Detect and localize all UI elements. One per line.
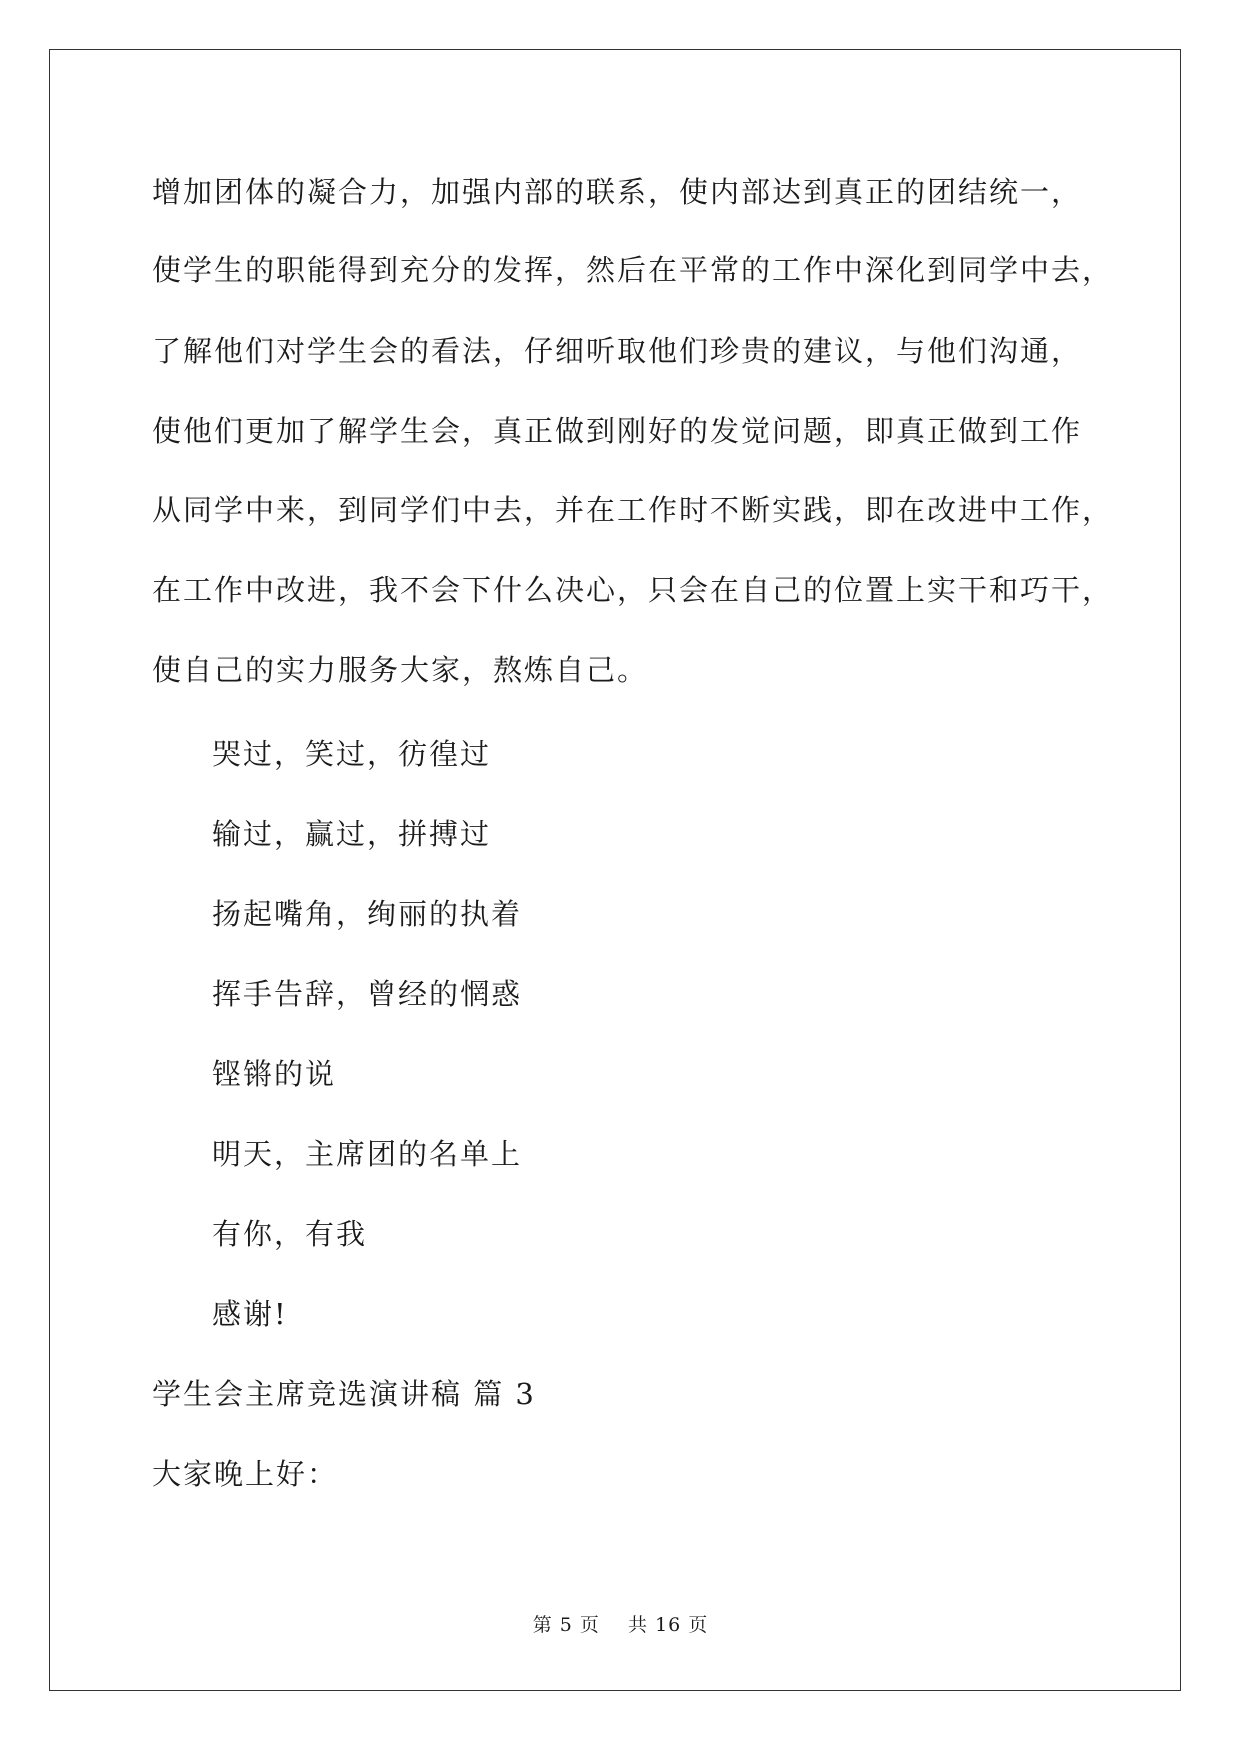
page-total: 共 16 页 xyxy=(628,1614,709,1636)
paragraph-line: 增加团体的凝合力，加强内部的联系，使内部达到真正的团结统一， xyxy=(152,175,1083,209)
poem-line: 哭过，笑过，彷徨过 xyxy=(212,737,492,771)
poem-line: 扬起嘴角，绚丽的执着 xyxy=(212,897,523,931)
greeting: 大家晚上好： xyxy=(152,1457,339,1491)
page-frame xyxy=(49,49,1181,1691)
page-number: 第 5 页 xyxy=(532,1614,600,1636)
paragraph-line: 了解他们对学生会的看法，仔细听取他们珍贵的建议，与他们沟通， xyxy=(152,334,1083,368)
poem-line: 输过，赢过，拼搏过 xyxy=(212,817,492,851)
paragraph-line: 从同学中来，到同学们中去，并在工作时不断实践，即在改进中工作， xyxy=(152,493,1114,527)
poem-line: 铿锵的说 xyxy=(212,1057,337,1091)
section-title: 学生会主席竞选演讲稿 篇 3 xyxy=(152,1377,536,1411)
page-footer xyxy=(0,1612,1241,1638)
paragraph-line: 使自己的实力服务大家，熬炼自己。 xyxy=(152,653,649,687)
poem-line: 有你，有我 xyxy=(212,1217,368,1251)
poem-line: 明天，主席团的名单上 xyxy=(212,1137,523,1171)
paragraph-line: 使学生的职能得到充分的发挥，然后在平常的工作中深化到同学中去， xyxy=(152,253,1114,287)
poem-line: 挥手告辞，曾经的惘惑 xyxy=(212,977,523,1011)
poem-line: 感谢! xyxy=(212,1297,288,1331)
paragraph-line: 在工作中改进，我不会下什么决心，只会在自己的位置上实干和巧干， xyxy=(152,573,1114,607)
paragraph-line: 使他们更加了解学生会，真正做到刚好的发觉问题，即真正做到工作 xyxy=(152,414,1083,448)
